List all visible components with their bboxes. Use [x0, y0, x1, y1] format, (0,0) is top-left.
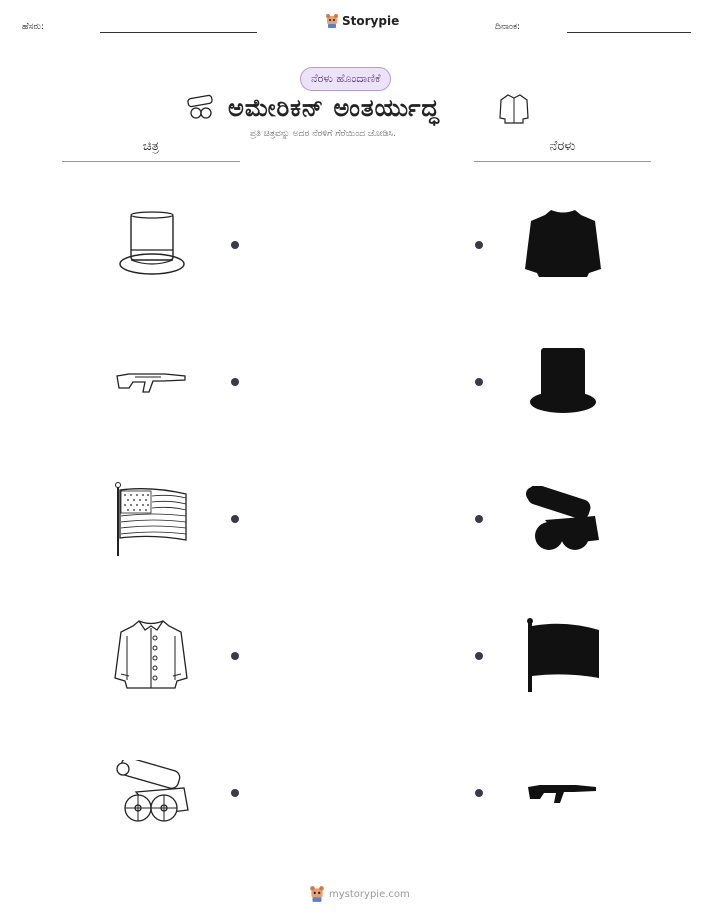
- top-hat-icon: [117, 210, 187, 282]
- coat-shadow-icon: [523, 207, 603, 287]
- footer-mascot-icon: [309, 885, 325, 903]
- instruction-text: ಪ್ರತಿ ಚಿತ್ರವನ್ನು ಅದರ ನೆರಳಿಗೆ ಗೆರೆಯಿಂದ ಜೋಡಿಸಿ.: [250, 129, 396, 139]
- left-column-heading: ಚಿತ್ರ: [142, 139, 160, 154]
- coat-icon: [113, 618, 189, 696]
- right-match-dot-4[interactable]: [475, 652, 483, 660]
- name-line[interactable]: [100, 32, 257, 33]
- cannon-icon: [114, 760, 190, 828]
- flag-icon: [112, 482, 190, 562]
- title-coat-icon: [497, 92, 531, 128]
- right-match-dot-2[interactable]: [475, 378, 483, 386]
- left-match-dot-5[interactable]: [231, 789, 239, 797]
- cannon-shadow-icon: [525, 486, 601, 556]
- date-line[interactable]: [567, 32, 691, 33]
- right-column-rule: [474, 161, 651, 162]
- brand-logo: [325, 13, 399, 29]
- page-title: ಅಮೇರಿಕನ್ ಅಂತರ್ಯುದ್ಧ: [228, 94, 440, 122]
- right-match-dot-3[interactable]: [475, 515, 483, 523]
- right-column-heading: ನೆರಳು: [549, 139, 576, 154]
- activity-badge: ನೆರಳು ಹೊಂದಾಣಿಕೆ: [300, 67, 391, 91]
- name-label: ಹೆಸರು:: [22, 22, 45, 32]
- footer: [309, 885, 410, 903]
- left-match-dot-2[interactable]: [231, 378, 239, 386]
- title-cannon-icon: [184, 93, 218, 125]
- footer-site-link[interactable]: mystorypie.com: [329, 888, 410, 900]
- flag-shadow-icon: [525, 618, 601, 698]
- rifle-icon: [115, 366, 187, 400]
- left-match-dot-4[interactable]: [231, 652, 239, 660]
- rifle-shadow-icon: [526, 777, 598, 811]
- mascot-icon: [325, 13, 339, 29]
- top-hat-shadow-icon: [529, 346, 597, 420]
- right-match-dot-1[interactable]: [475, 241, 483, 249]
- left-column-rule: [62, 161, 240, 162]
- left-match-dot-1[interactable]: [231, 241, 239, 249]
- brand-name: Storypie: [342, 14, 400, 28]
- left-match-dot-3[interactable]: [231, 515, 239, 523]
- date-label: ದಿನಾಂಕ:: [495, 22, 521, 32]
- right-match-dot-5[interactable]: [475, 789, 483, 797]
